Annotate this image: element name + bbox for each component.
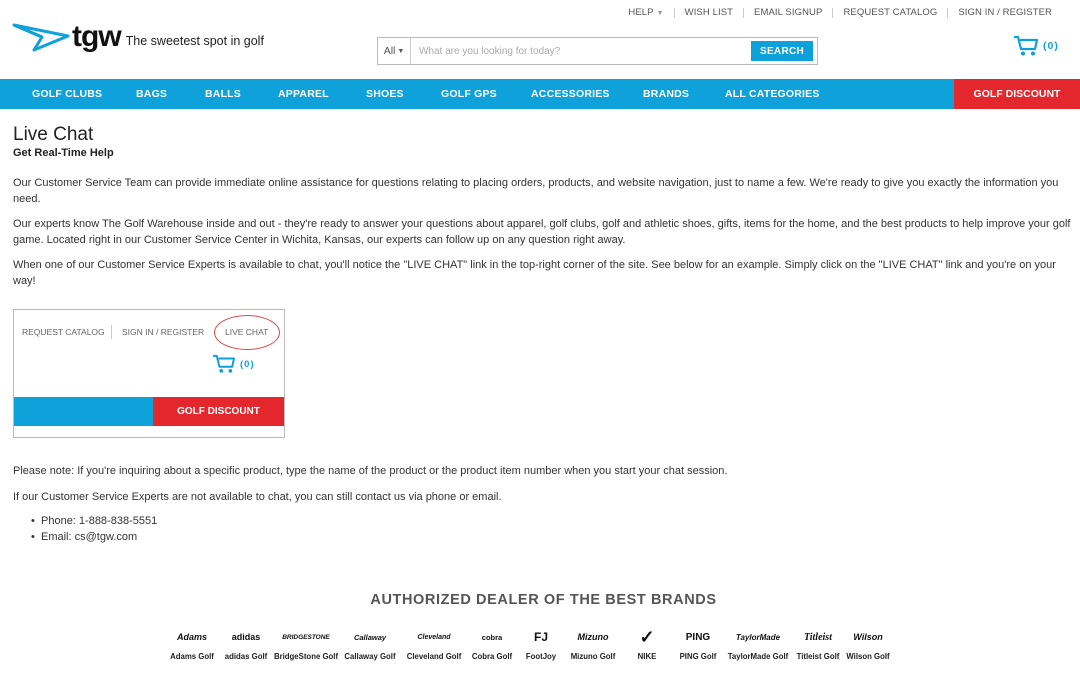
brand-list — [165, 624, 893, 661]
example-sign-in: SIGN IN / REGISTER — [122, 327, 205, 337]
brand-name: Cobra Golf — [471, 652, 513, 661]
nav-all-categories[interactable]: ALL CATEGORIES — [725, 88, 820, 100]
brand-name: Titleist Golf — [796, 652, 840, 661]
chevron-down-icon: ▼ — [397, 47, 405, 55]
example-cart-count: (0) — [240, 358, 255, 370]
adidas-logo-icon: adidas — [231, 632, 261, 642]
brand-adams[interactable] — [165, 624, 219, 661]
logo-wordmark: tgw — [72, 20, 121, 53]
intro-paragraph: Our Customer Service Team can provide immediate online assistance for questions relating to placing orders, products, and website navigation, just to name a few. We're ready to give you exactly the information you need. — [13, 177, 1059, 205]
nav-shoes[interactable]: SHOES — [366, 88, 404, 100]
nike-swoosh-icon: ✓ — [639, 626, 655, 647]
search-scope-select[interactable] — [378, 38, 411, 64]
search-scope-label: All — [383, 45, 396, 57]
email-signup-link[interactable]: EMAIL SIGNUP — [743, 8, 832, 18]
page-subtitle: Get Real-Time Help — [13, 147, 114, 159]
cart-link[interactable] — [1013, 35, 1059, 57]
page-title: Live Chat — [13, 124, 94, 145]
nav-golf-clubs[interactable]: GOLF CLUBS — [32, 88, 103, 100]
brand-ping[interactable] — [673, 624, 723, 661]
ping-logo-icon: PING — [685, 631, 711, 643]
cobra-logo-icon: cobra — [481, 632, 503, 642]
cart-icon — [212, 354, 236, 374]
example-divider — [111, 325, 112, 339]
tgw-logo-icon — [12, 22, 70, 52]
brand-footjoy[interactable] — [517, 624, 565, 661]
wish-list-link[interactable]: WISH LIST — [674, 8, 743, 18]
brand-name: Adams Golf — [170, 652, 214, 661]
main-nav — [0, 79, 1080, 109]
search-bar — [377, 37, 818, 65]
contact-paragraph: If our Customer Service Experts are not available to chat, you can still contact us via phone or email. — [13, 491, 502, 503]
brand-name: adidas Golf — [224, 652, 268, 661]
brand-name: Callaway Golf — [344, 652, 396, 661]
main-content — [13, 124, 1075, 543]
nav-golf-gps[interactable]: GOLF GPS — [441, 88, 497, 100]
highlight-circle — [214, 315, 280, 350]
brand-cobra[interactable] — [467, 624, 517, 661]
brand-callaway[interactable] — [339, 624, 401, 661]
brand-name: TaylorMade Golf — [727, 652, 789, 661]
brand-name: BridgeStone Golf — [273, 652, 339, 661]
request-catalog-link[interactable]: REQUEST CATALOG — [832, 8, 947, 18]
note-paragraph: Please note: If you're inquiring about a specific product, type the name of the product or the product item number when you start your chat session. — [13, 465, 728, 477]
brand-mizuno[interactable] — [565, 624, 621, 661]
contact-email[interactable]: • Email: cs@tgw.com — [32, 530, 157, 546]
contact-list — [32, 514, 157, 545]
brand-name: PING Golf — [679, 652, 717, 661]
cart-count: (0) — [1043, 40, 1059, 52]
brand-wilson[interactable] — [843, 624, 893, 661]
footjoy-logo-icon: FJ — [533, 630, 548, 644]
adams-logo-icon: Adams — [176, 632, 207, 642]
brand-name: FootJoy — [525, 652, 557, 661]
bridgestone-logo-icon: BRIDGESTONE — [282, 633, 330, 641]
brand-name: Wilson Golf — [846, 652, 890, 661]
contact-phone: • Phone: 1-888-838-5551 — [32, 514, 157, 530]
live-chat-paragraph: When one of our Customer Service Experts is available to chat, you'll notice the "LIVE CHAT" link in the top-right corner of the site. See below for an example. Simply click on the "LIVE CHAT" link and you're on your way! — [13, 259, 1056, 287]
help-label: HELP — [628, 6, 654, 18]
nav-brands[interactable]: BRANDS — [643, 88, 690, 100]
brand-bridgestone[interactable] — [273, 624, 339, 661]
live-chat-example-image — [13, 309, 285, 438]
cart-icon — [1013, 35, 1039, 57]
brand-name: Mizuno Golf — [570, 652, 616, 661]
cleveland-logo-icon: Cleveland — [417, 633, 451, 641]
site-logo[interactable] — [12, 22, 264, 52]
example-nav-bar — [14, 397, 153, 426]
example-live-chat: LIVE CHAT — [225, 327, 269, 337]
nav-apparel[interactable]: APPAREL — [278, 88, 329, 100]
taylormade-logo-icon: TaylorMade — [735, 632, 781, 642]
utility-bar — [618, 0, 1080, 26]
brand-titleist[interactable] — [793, 624, 843, 661]
brand-taylormade[interactable] — [723, 624, 793, 661]
brand-nike[interactable] — [621, 624, 673, 661]
golf-discount-button[interactable]: GOLF DISCOUNT — [954, 79, 1080, 109]
example-request-catalog: REQUEST CATALOG — [22, 327, 105, 337]
brand-name: NIKE — [637, 652, 657, 661]
brands-heading: AUTHORIZED DEALER OF THE BEST BRANDS — [370, 592, 717, 608]
brand-name: Cleveland Golf — [406, 652, 462, 661]
mizuno-logo-icon: Mizuno — [577, 632, 609, 642]
example-golf-discount: GOLF DISCOUNT — [153, 397, 284, 426]
chevron-down-icon: ▼ — [656, 9, 664, 17]
logo-tagline: The sweetest spot in golf — [125, 33, 264, 48]
sign-in-link[interactable]: SIGN IN / REGISTER — [947, 8, 1062, 18]
brand-adidas[interactable] — [219, 624, 273, 661]
experts-paragraph: Our experts know The Golf Warehouse inside and out - they're ready to answer your questions about apparel, golf clubs, golf and athletic shoes, gifts, items for the home, and the best products to help improve your golf game. Located right in our Customer Service Center in Wichita, Kansas, our experts can follow up on any question right away. — [13, 218, 1071, 246]
help-link[interactable] — [618, 8, 673, 19]
nav-balls[interactable]: BALLS — [205, 88, 241, 100]
nav-accessories[interactable]: ACCESSORIES — [531, 88, 610, 100]
brand-cleveland[interactable] — [401, 624, 467, 661]
nav-bags[interactable]: BAGS — [136, 88, 168, 100]
search-button[interactable]: SEARCH — [751, 41, 813, 61]
search-input[interactable] — [411, 38, 751, 64]
example-cart — [212, 354, 255, 374]
callaway-logo-icon: Callaway — [353, 632, 387, 642]
wilson-logo-icon: Wilson — [853, 632, 883, 642]
titleist-logo-icon: Titleist — [804, 631, 832, 643]
